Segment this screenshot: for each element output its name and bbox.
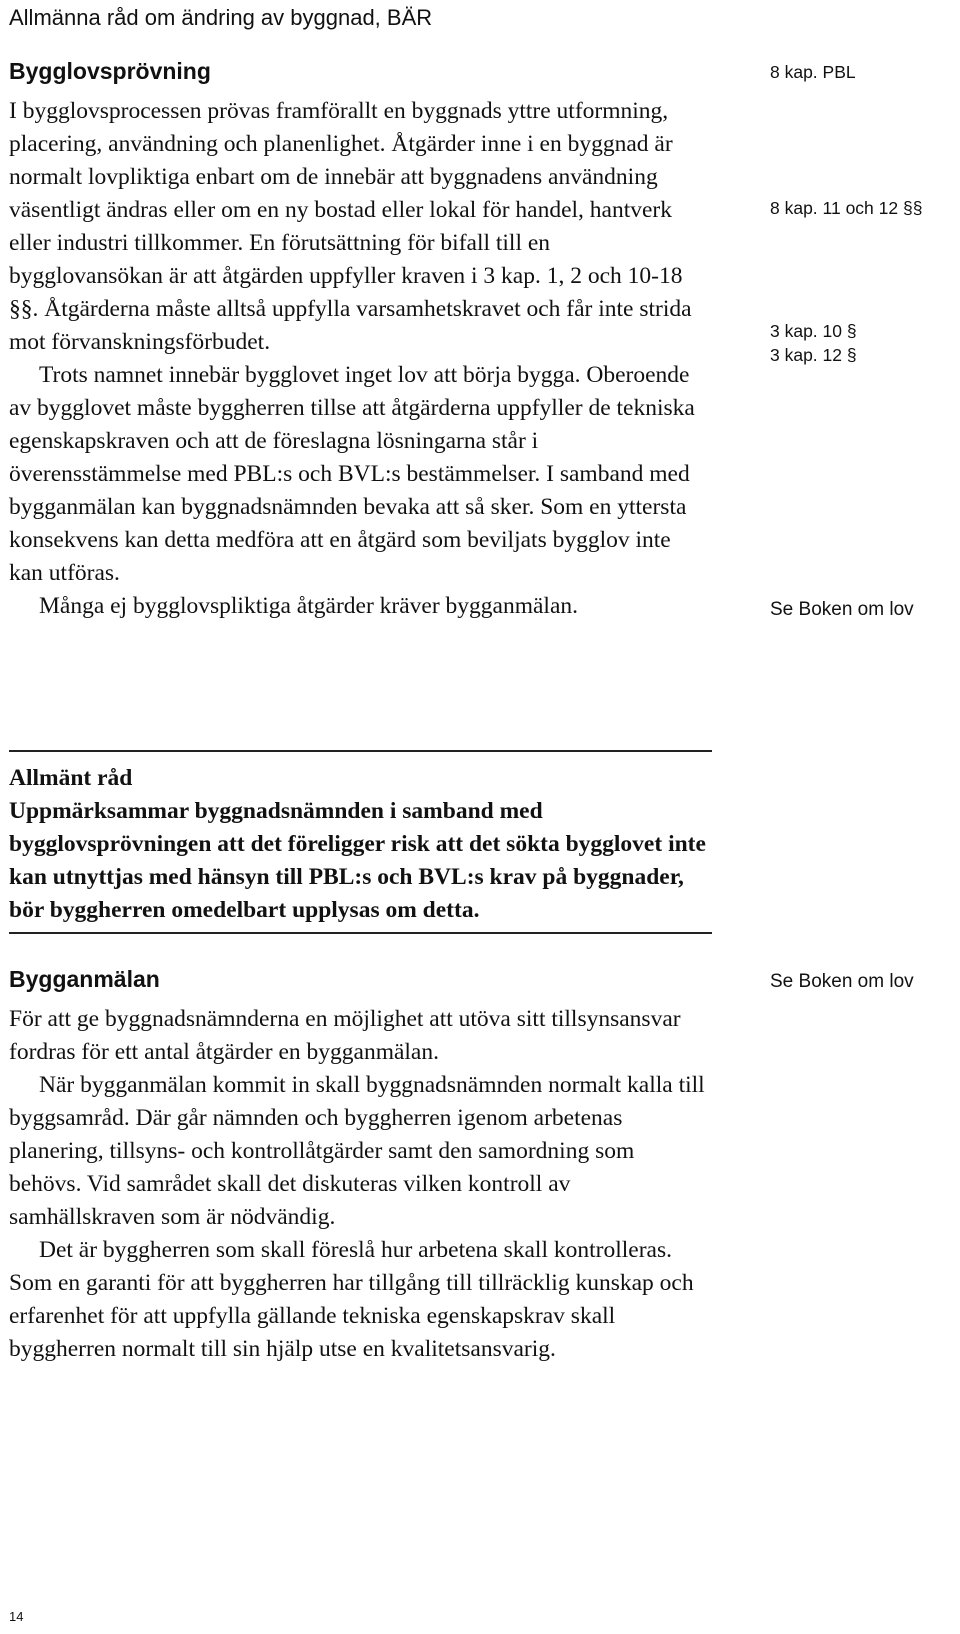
body-paragraph: Många ej bygglovspliktiga åtgärder kräver bygganmälan. [39,593,579,619]
running-head: Allmänna råd om ändring av byggnad, BÄR [9,5,433,30]
margin-note-book-reference: Se Boken om lov [770,971,914,992]
body-paragraph: Det är byggherren som skall föreslå hur arbetena skall kontrolleras. Som en garanti för att byggherren har tillgång till tillräcklig kunskap och erfarenhet för att uppfylla gällande tekniska egenskapskrav skall byggherren normalt till sin hjälp utse en kvalitetsansvarig. [9,1237,694,1362]
margin-note-law-reference: 3 kap. 12 § [770,345,857,365]
margin-note-law-reference: 3 kap. 10 § [770,321,857,341]
page-number: 14 [9,1609,24,1624]
section-heading: Bygglovsprövning [9,58,211,84]
margin-note-law-reference: 8 kap. PBL [770,62,856,82]
body-paragraph: För att ge byggnadsnämnderna en möjlighet att utöva sitt tillsynsansvar fordras för ett antal åtgärder en bygganmälan. [9,1006,681,1065]
section-bygglovsprovning [9,56,709,623]
body-paragraph: Trots namnet innebär bygglovet inget lov att börja bygga. Oberoende av bygglovet måste byggherren tillse att åtgärderna uppfyller de tekniska egenskapskraven och att de föreslagna lösningarna står i överensstämmelse med PBL:s och BVL:s bestämmelser. I samband med bygganmälan kan byggnadsnämnden bevaka att så sker. Som en yttersta konsekvens kan detta medföra att en åtgärd som beviljats bygglov inte kan utföras. [9,362,695,586]
advice-heading: Allmänt råd [9,765,133,791]
divider-top [9,750,712,752]
margin-note-book-reference: Se Boken om lov [770,599,914,620]
advice-text: Uppmärksammar byggnadsnämnden i samband med bygglovsprövningen att det föreligger risk att det sökta bygglovet inte kan utnyttjas med hänsyn till PBL:s och BVL:s krav på byggnader, bör byggherren omedelbart upplysas om detta. [9,798,706,923]
divider-bottom [9,932,712,934]
section-heading: Bygganmälan [9,966,160,992]
margin-note-law-reference: 8 kap. 11 och 12 §§ [770,198,923,218]
body-paragraph: I bygglovsprocessen prövas framförallt en byggnads yttre utformning, placering, användning och planenlighet. Åtgärder inne i en byggnad är normalt lovpliktiga enbart om de innebär att byggnadens användning väsentligt ändras eller om en ny bostad eller lokal för handel, hantverk eller industri tillkommer. En förutsättning för bifall till en bygglovansökan är att åtgärden uppfyller kraven i 3 kap. 1, 2 och 10-18 §§. Åtgärderna måste alltså uppfylla varsamhetskravet och får inte strida mot förvanskningsförbudet. [9,98,692,355]
body-paragraph: När bygganmälan kommit in skall byggnadsnämnden normalt kalla till byggsamråd. Där går nämnden och byggherren igenom arbetenas planering, tillsyns- och kontrollåtgärder samt den samordning som behövs. Vid samrådet skall det diskuteras vilken kontroll av samhällskraven som är nödvändig. [9,1072,705,1230]
section-bygganmalan [9,964,709,1366]
general-advice-box [9,762,709,927]
